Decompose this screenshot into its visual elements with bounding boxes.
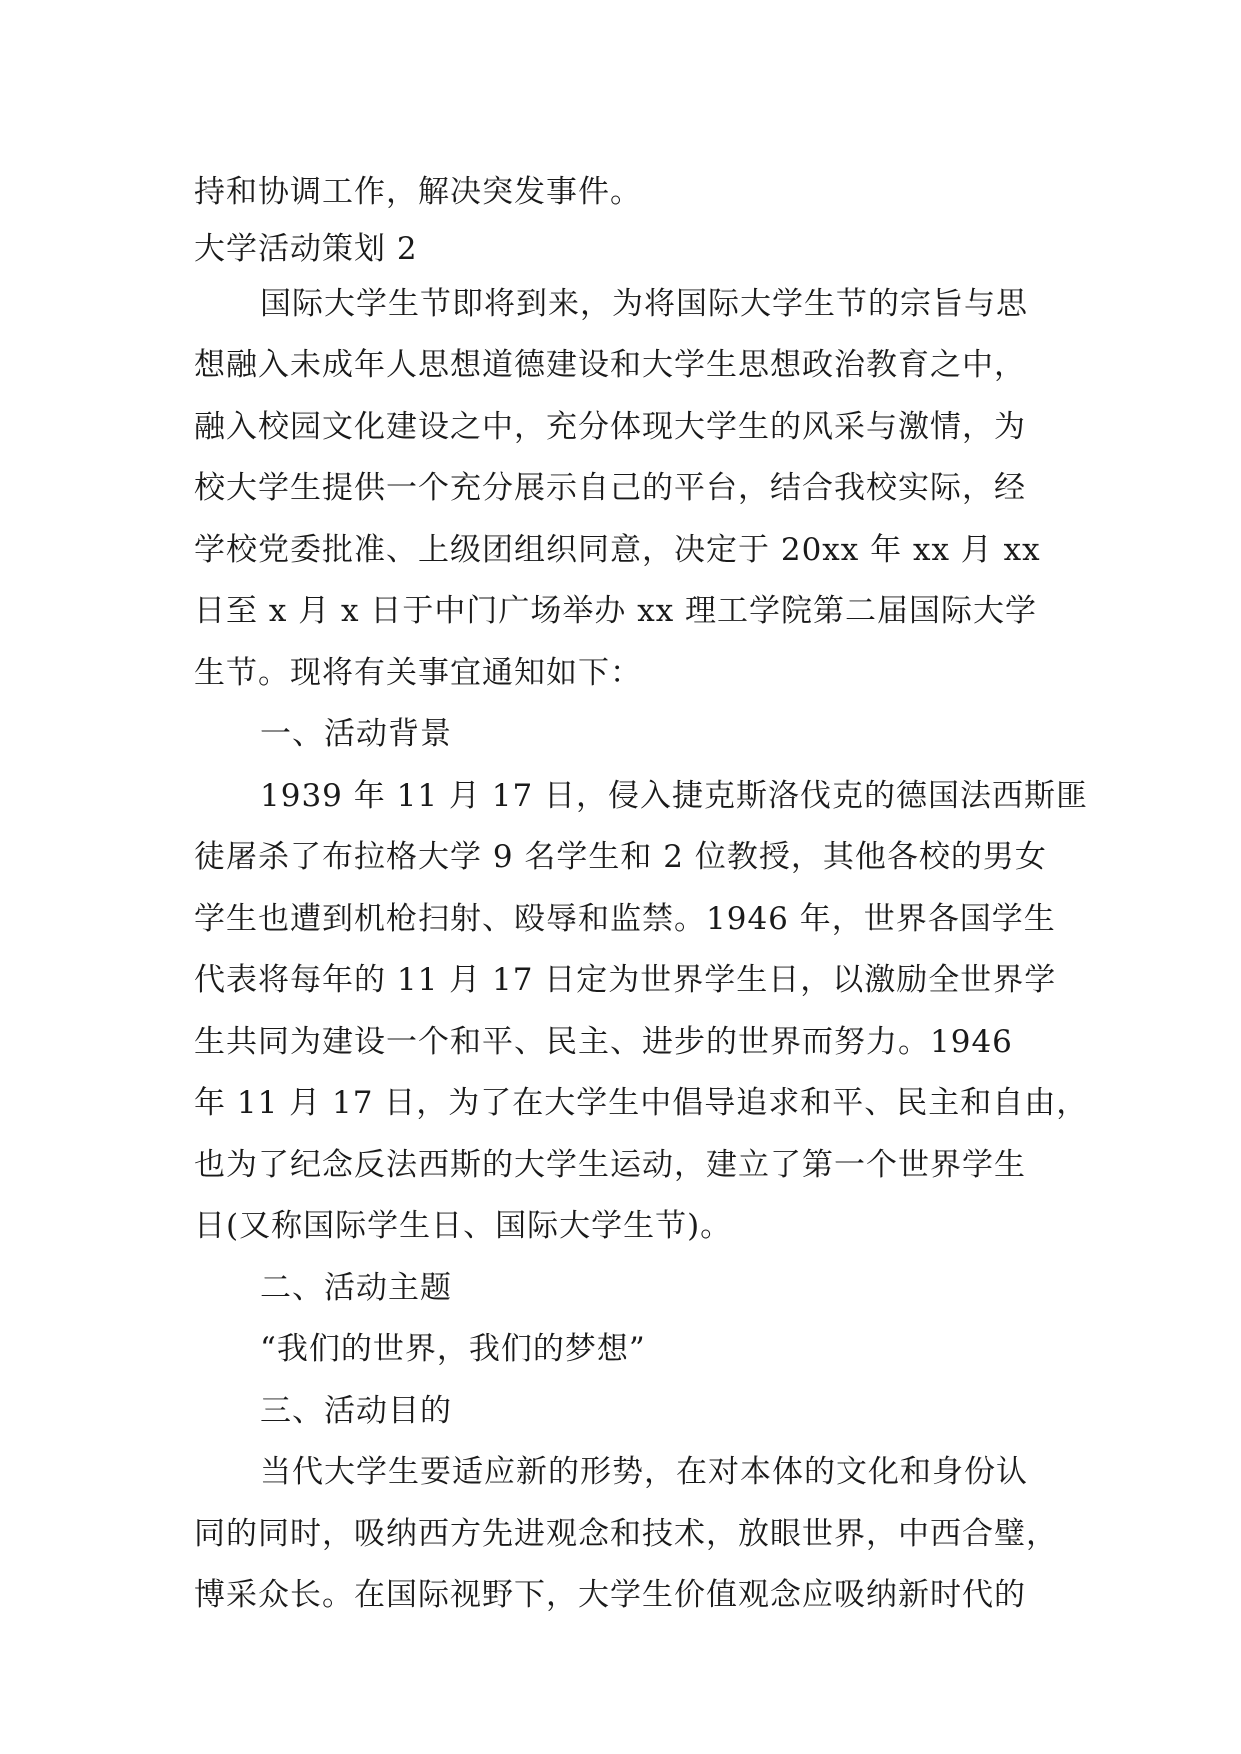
paragraph-line: 同的同时，吸纳西方先进观念和技术，放眼世界，中西合璧， — [194, 1515, 1058, 1552]
section-title: 大学活动策划 2 — [194, 230, 418, 267]
paragraph-line: 学生也遭到机枪扫射、殴辱和监禁。1946 年，世界各国学生 — [194, 900, 1056, 937]
paragraph-line: 国际大学生节即将到来，为将国际大学生节的宗旨与思 — [260, 285, 1028, 322]
paragraph-line: 博采众长。在国际视野下，大学生价值观念应吸纳新时代的 — [194, 1577, 1026, 1613]
theme-quote: “我们的世界，我们的梦想” — [260, 1331, 646, 1367]
paragraph-line: 徒屠杀了布拉格大学 9 名学生和 2 位教授，其他各校的男女 — [194, 839, 1047, 875]
paragraph-line: 代表将每年的 11 月 17 日定为世界学生日，以激励全世界学 — [194, 962, 1057, 998]
section-heading: 二、活动主题 — [260, 1269, 452, 1306]
paragraph-line: 校大学生提供一个充分展示自己的平台，结合我校实际，经 — [194, 470, 1026, 506]
body-line: 持和协调工作，解决突发事件。 — [194, 174, 642, 210]
paragraph-line: 日(又称国际学生日、国际大学生节)。 — [194, 1208, 733, 1244]
paragraph-line: 生共同为建设一个和平、民主、进步的世界而努力。1946 — [194, 1023, 1013, 1060]
paragraph-line: 想融入未成年人思想道德建设和大学生思想政治教育之中， — [194, 347, 1026, 383]
paragraph-line: 当代大学生要适应新的形势，在对本体的文化和身份认 — [260, 1454, 1028, 1490]
document-body — [194, 162, 1089, 1627]
paragraph-line: 学校党委批准、上级团组织同意，决定于 20xx 年 xx 月 xx — [194, 531, 1041, 568]
paragraph-line: 也为了纪念反法西斯的大学生运动，建立了第一个世界学生 — [194, 1146, 1026, 1183]
paragraph-line: 日至 x 月 x 日于中门广场举办 xx 理工学院第二届国际大学 — [194, 593, 1038, 629]
paragraph-line: 年 11 月 17 日，为了在大学生中倡导追求和平、民主和自由， — [194, 1085, 1089, 1121]
paragraph-line: 1939 年 11 月 17 日，侵入捷克斯洛伐克的德国法西斯匪 — [260, 777, 1089, 814]
paragraph-line: 生节。现将有关事宜通知如下： — [194, 654, 642, 691]
section-heading: 一、活动背景 — [260, 716, 452, 752]
section-heading: 三、活动目的 — [260, 1392, 452, 1429]
paragraph-line: 融入校园文化建设之中，充分体现大学生的风采与激情，为 — [194, 408, 1026, 445]
